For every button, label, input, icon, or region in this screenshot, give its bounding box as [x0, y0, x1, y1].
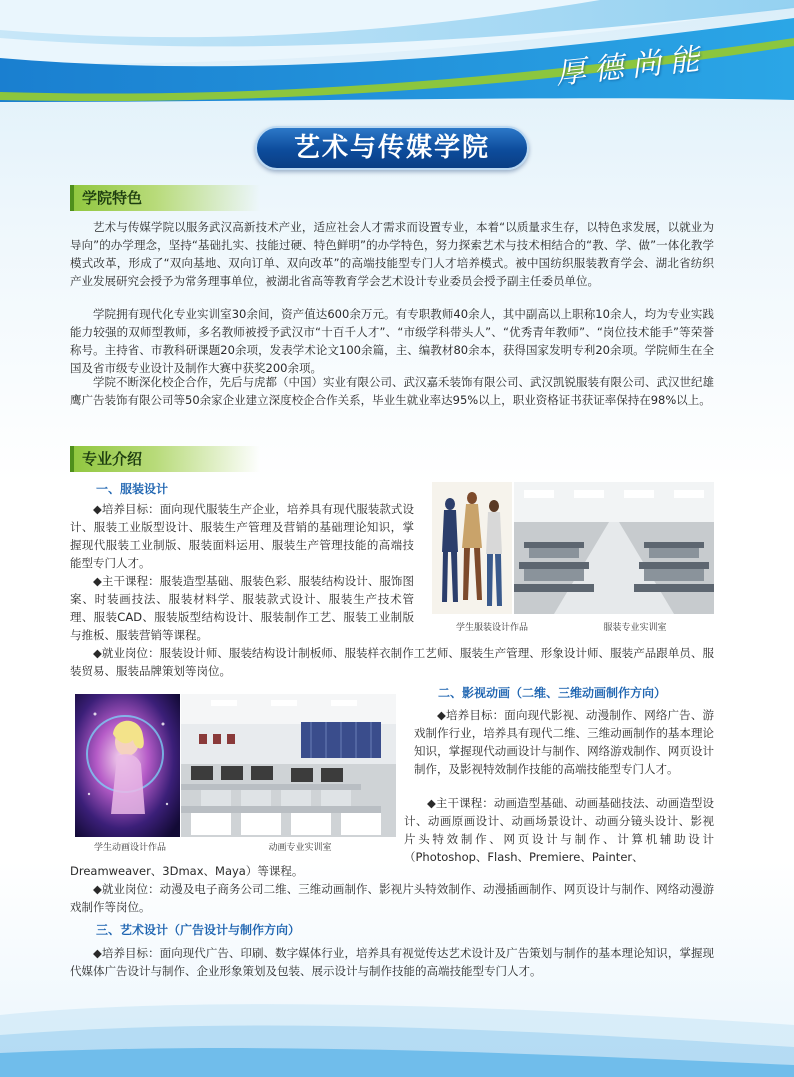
caption-fashion-works: 学生服装设计作品 [455, 623, 528, 633]
college-title: 艺术与传媒学院 [255, 126, 529, 170]
caption-animation-room: 动画专业实训室 [268, 843, 332, 853]
caption-animation-works: 学生动画设计作品 [93, 843, 166, 853]
animation-goal: ◆培养目标：面向现代影视、动漫制作、网络广告、游戏制作行业，培养具有现代二维、三维动画制作的基本理论知识，掌握现代动画设计与制作、网络游戏制作、网页设计制作，及影视特效制作技能的高端技能型专门人才。 [414, 708, 714, 776]
major-title-art-design: 三、艺术设计（广告设计与制作方向） [96, 923, 301, 937]
school-motto: 厚德尚能 [554, 41, 709, 92]
student-animation-artwork-image [75, 694, 180, 837]
fashion-goal: ◆培养目标：面向现代服装生产企业，培养具有现代服装款式设计、服装工业版型设计、服装生产管理及营销的基础理论知识，掌握现代服装工业制版、服装面料运用、服装生产管理技能的高端技能型专门人才。 [70, 502, 414, 570]
student-fashion-design-image [432, 482, 512, 614]
fashion-jobs: ◆就业岗位：服装设计师、服装结构设计制板师、服装样衣制作工艺师、服装生产管理、形象设计师、服装产品跟单员、服装贸易、服装品牌策划等岗位。 [70, 646, 714, 678]
animation-jobs: ◆就业岗位：动漫及电子商务公司二维、三维动画制作、影视片头特效制作、动漫插画制作、网页设计与制作、网络动漫游戏制作等岗位。 [70, 882, 714, 914]
major-title-fashion: 一、服装设计 [96, 482, 169, 496]
animation-training-room-image [181, 694, 396, 837]
footer-wave-decoration [0, 985, 794, 1077]
major-title-animation: 二、影视动画（二维、三维动画制作方向） [438, 686, 667, 700]
fashion-training-room-image [514, 482, 714, 614]
caption-fashion-room: 服装专业实训室 [603, 623, 667, 633]
section-heading-features: 学院特色 [70, 185, 260, 211]
features-paragraph-1: 艺术与传媒学院以服务武汉高新技术产业，适应社会人才需求而设置专业，本着“以质量求生存，以特色求发展，以就业为导向”的办学理念，坚持“基础扎实、技能过硬、特色鲜明”的办学特色，努力探索艺术与技术相结合的“教、学、做”一体化教学模式改革，形成了“双向基地、双向订单、双向改革”的高端技能型专门人才培养模式。被中国纺织服装教育学会、湖北省纺织产业发展研究会授予为常务理事单位，被湖北省高等教育学会艺术设计专业委员会授予副主任委员单位。 [70, 220, 714, 288]
fashion-courses: ◆主干课程：服装造型基础、服装色彩、服装结构设计、服饰图案、时装画技法、服装材料学、服装款式设计、服装生产技术管理、服装CAD、服装版型结构设计、服装制作工艺、服装工业制版与推板、服装营销等课程。 [70, 574, 414, 642]
art-design-goal: ◆培养目标：面向现代广告、印刷、数字媒体行业，培养具有视觉传达艺术设计及广告策划与制作的基本理论知识，掌握现代媒体广告设计与制作、企业形象策划及包装、展示设计与制作技能的高端技能型专门人才。 [70, 946, 714, 978]
features-paragraph-3: 学院不断深化校企合作，先后与虎都（中国）实业有限公司、武汉嘉禾装饰有限公司、武汉凯锐服装有限公司、武汉世纪雄鹰广告装饰有限公司等50余家企业建立深度校企合作关系，毕业生就业率达95%以上，职业资格证书获证率保持在98%以上。 [70, 375, 714, 407]
animation-courses: ◆主干课程：动画造型基础、动画基础技法、动画造型设计、动画原画设计、动画场景设计、动画分镜头设计、影视片头特效制作、网页设计与制作、计算机辅助设计（Photoshop、Flash、Premiere、Painter、 [404, 796, 714, 864]
section-heading-majors: 专业介绍 [70, 446, 260, 472]
features-paragraph-2: 学院拥有现代化专业实训室30余间，资产值达600余万元。有专职教师40余人，其中副高以上职称10余人，均为专业实践能力较强的双师型教师，多名教师被授予武汉市“十百千人才”、“市级学科带头人”、“优秀青年教师”、“岗位技术能手”等荣誉称号。主持省、市教科研课题20余项，发表学术论文100余篇，主、编教材80余本，获得国家发明专利20余项。学院师生在全国及省市级专业设计及制作大赛中获奖200余项。 [70, 307, 714, 375]
animation-courses-continued: Dreamweaver、3Dmax、Maya）等课程。 [70, 864, 304, 878]
